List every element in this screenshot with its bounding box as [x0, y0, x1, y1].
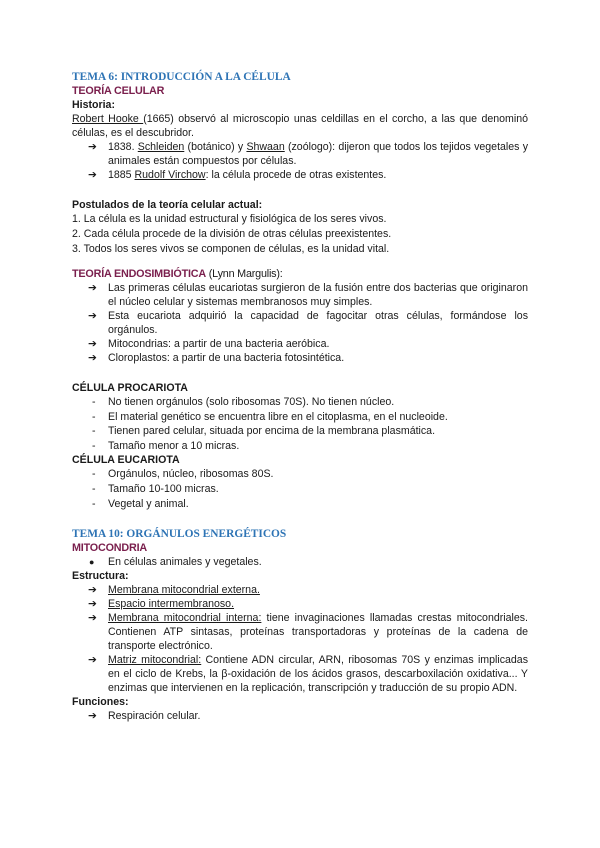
list-item: ➔ Membrana mitocondrial externa. — [88, 584, 260, 597]
list-item: ➔ Las primeras células eucariotas surgieron de la fusión entre dos bacterias que originaron el núcleo celular y sistemas membranosos muy simples. — [88, 282, 528, 308]
list-item: ➔ Esta eucariota adquirió la capacidad de fagocitar otras células, formándose los orgánulos. — [88, 310, 528, 336]
postulados-list — [72, 212, 528, 257]
mitocondria-bullets — [72, 555, 528, 569]
mitocondria-heading: MITOCONDRIA — [72, 542, 147, 555]
list-item: ● En células animales y vegetales. — [89, 556, 262, 569]
list-item: 3. Todos los seres vivos se componen de células, es la unidad vital. — [72, 243, 390, 255]
endosimbiotica-heading: TEORÍA ENDOSIMBIÓTICA (Lynn Margulis): — [72, 268, 283, 280]
arrow-icon: ➔ — [88, 169, 97, 181]
postulados-label: Postulados de la teoría celular actual: — [72, 199, 263, 211]
list-item: - El material genético se encuentra libre en el citoplasma, en el nucleoide. — [92, 410, 448, 423]
procariota-list — [72, 395, 528, 453]
hooke-name: Robert Hooke — [72, 113, 144, 125]
arrow-icon: ➔ — [88, 584, 97, 597]
list-item: - Vegetal y animal. — [92, 497, 189, 510]
list-item: ➔ Membrana mitocondrial interna: tiene invaginaciones llamadas crestas mitocondriales. Contienen ATP sintasas, proteínas transportadoras y proteínas de la cadena de transporte electrónico. — [88, 612, 528, 653]
list-item: - Tamaño 10-100 micras. — [92, 482, 219, 495]
estructura-label: Estructura: — [72, 570, 129, 583]
list-item: ➔ 1885 Rudolf Virchow: la célula procede de otras existentes. — [88, 169, 387, 181]
endosimbiotica-list — [72, 281, 528, 365]
list-item: ➔ Respiración celular. — [88, 710, 201, 723]
arrow-icon: ➔ — [88, 612, 97, 625]
list-item: 1. La célula es la unidad estructural y fisiológica de los seres vivos. — [72, 213, 387, 225]
list-item: ➔ Mitocondrias: a partir de una bacteria aeróbica. — [88, 338, 330, 350]
list-item: - No tienen orgánulos (solo ribosomas 70S). No tienen núcleo. — [92, 396, 395, 408]
estructura-list — [72, 583, 528, 695]
arrow-icon: ➔ — [88, 282, 97, 294]
list-item: 2. Cada célula procede de la división de otras células preexistentes. — [72, 228, 392, 240]
arrow-icon: ➔ — [88, 710, 97, 723]
eucariota-heading: CÉLULA EUCARIOTA — [72, 454, 180, 467]
bullet-icon: ● — [89, 557, 95, 568]
arrow-icon: ➔ — [88, 141, 97, 153]
list-item: - Tienen pared celular, situada por encima de la membrana plasmática. — [92, 425, 436, 438]
historia-list — [72, 140, 528, 182]
hooke-paragraph: Robert Hooke (1665) observó al microscopio unas celdillas en el corcho, a las que denominó células, es el descubridor. — [72, 113, 528, 139]
historia-label: Historia: — [72, 99, 115, 111]
document-page — [72, 70, 528, 723]
list-item: ➔ Espacio intermembranoso. — [88, 598, 235, 611]
funciones-label: Funciones: — [72, 696, 129, 709]
list-item: ➔ Cloroplastos: a partir de una bacteria fotosintética. — [88, 352, 345, 364]
list-item: - Orgánulos, núcleo, ribosomas 80S. — [92, 468, 274, 481]
teoria-celular-heading: TEORÍA CELULAR — [72, 85, 165, 97]
arrow-icon: ➔ — [88, 338, 97, 350]
arrow-icon: ➔ — [88, 310, 97, 322]
tema6-title: TEMA 6: INTRODUCCIÓN A LA CÉLULA — [72, 71, 291, 83]
list-item: ➔ Matriz mitocondrial: Contiene ADN circular, ARN, ribosomas 70S y enzimas implicadas en el ciclo de Krebs, la β-oxidación de los ácidos grasos, descarboxilación oxidativa... Y enzimas que intervienen en la replicación, transcripción y traducción de su propio ADN. — [88, 654, 528, 695]
arrow-icon: ➔ — [88, 654, 97, 667]
tema10-title: TEMA 10: ORGÁNULOS ENERGÉTICOS — [72, 528, 287, 541]
list-item: ➔ 1838. Schleiden (botánico) y Shwaan (zoólogo): dijeron que todos los tejidos vegetales y animales están compuestos por células. — [88, 141, 528, 167]
eucariota-list — [72, 467, 528, 511]
arrow-icon: ➔ — [88, 598, 97, 611]
list-item: - Tamaño menor a 10 micras. — [92, 439, 240, 452]
procariota-heading: CÉLULA PROCARIOTA — [72, 382, 188, 394]
funciones-list — [72, 709, 528, 723]
arrow-icon: ➔ — [88, 352, 97, 364]
